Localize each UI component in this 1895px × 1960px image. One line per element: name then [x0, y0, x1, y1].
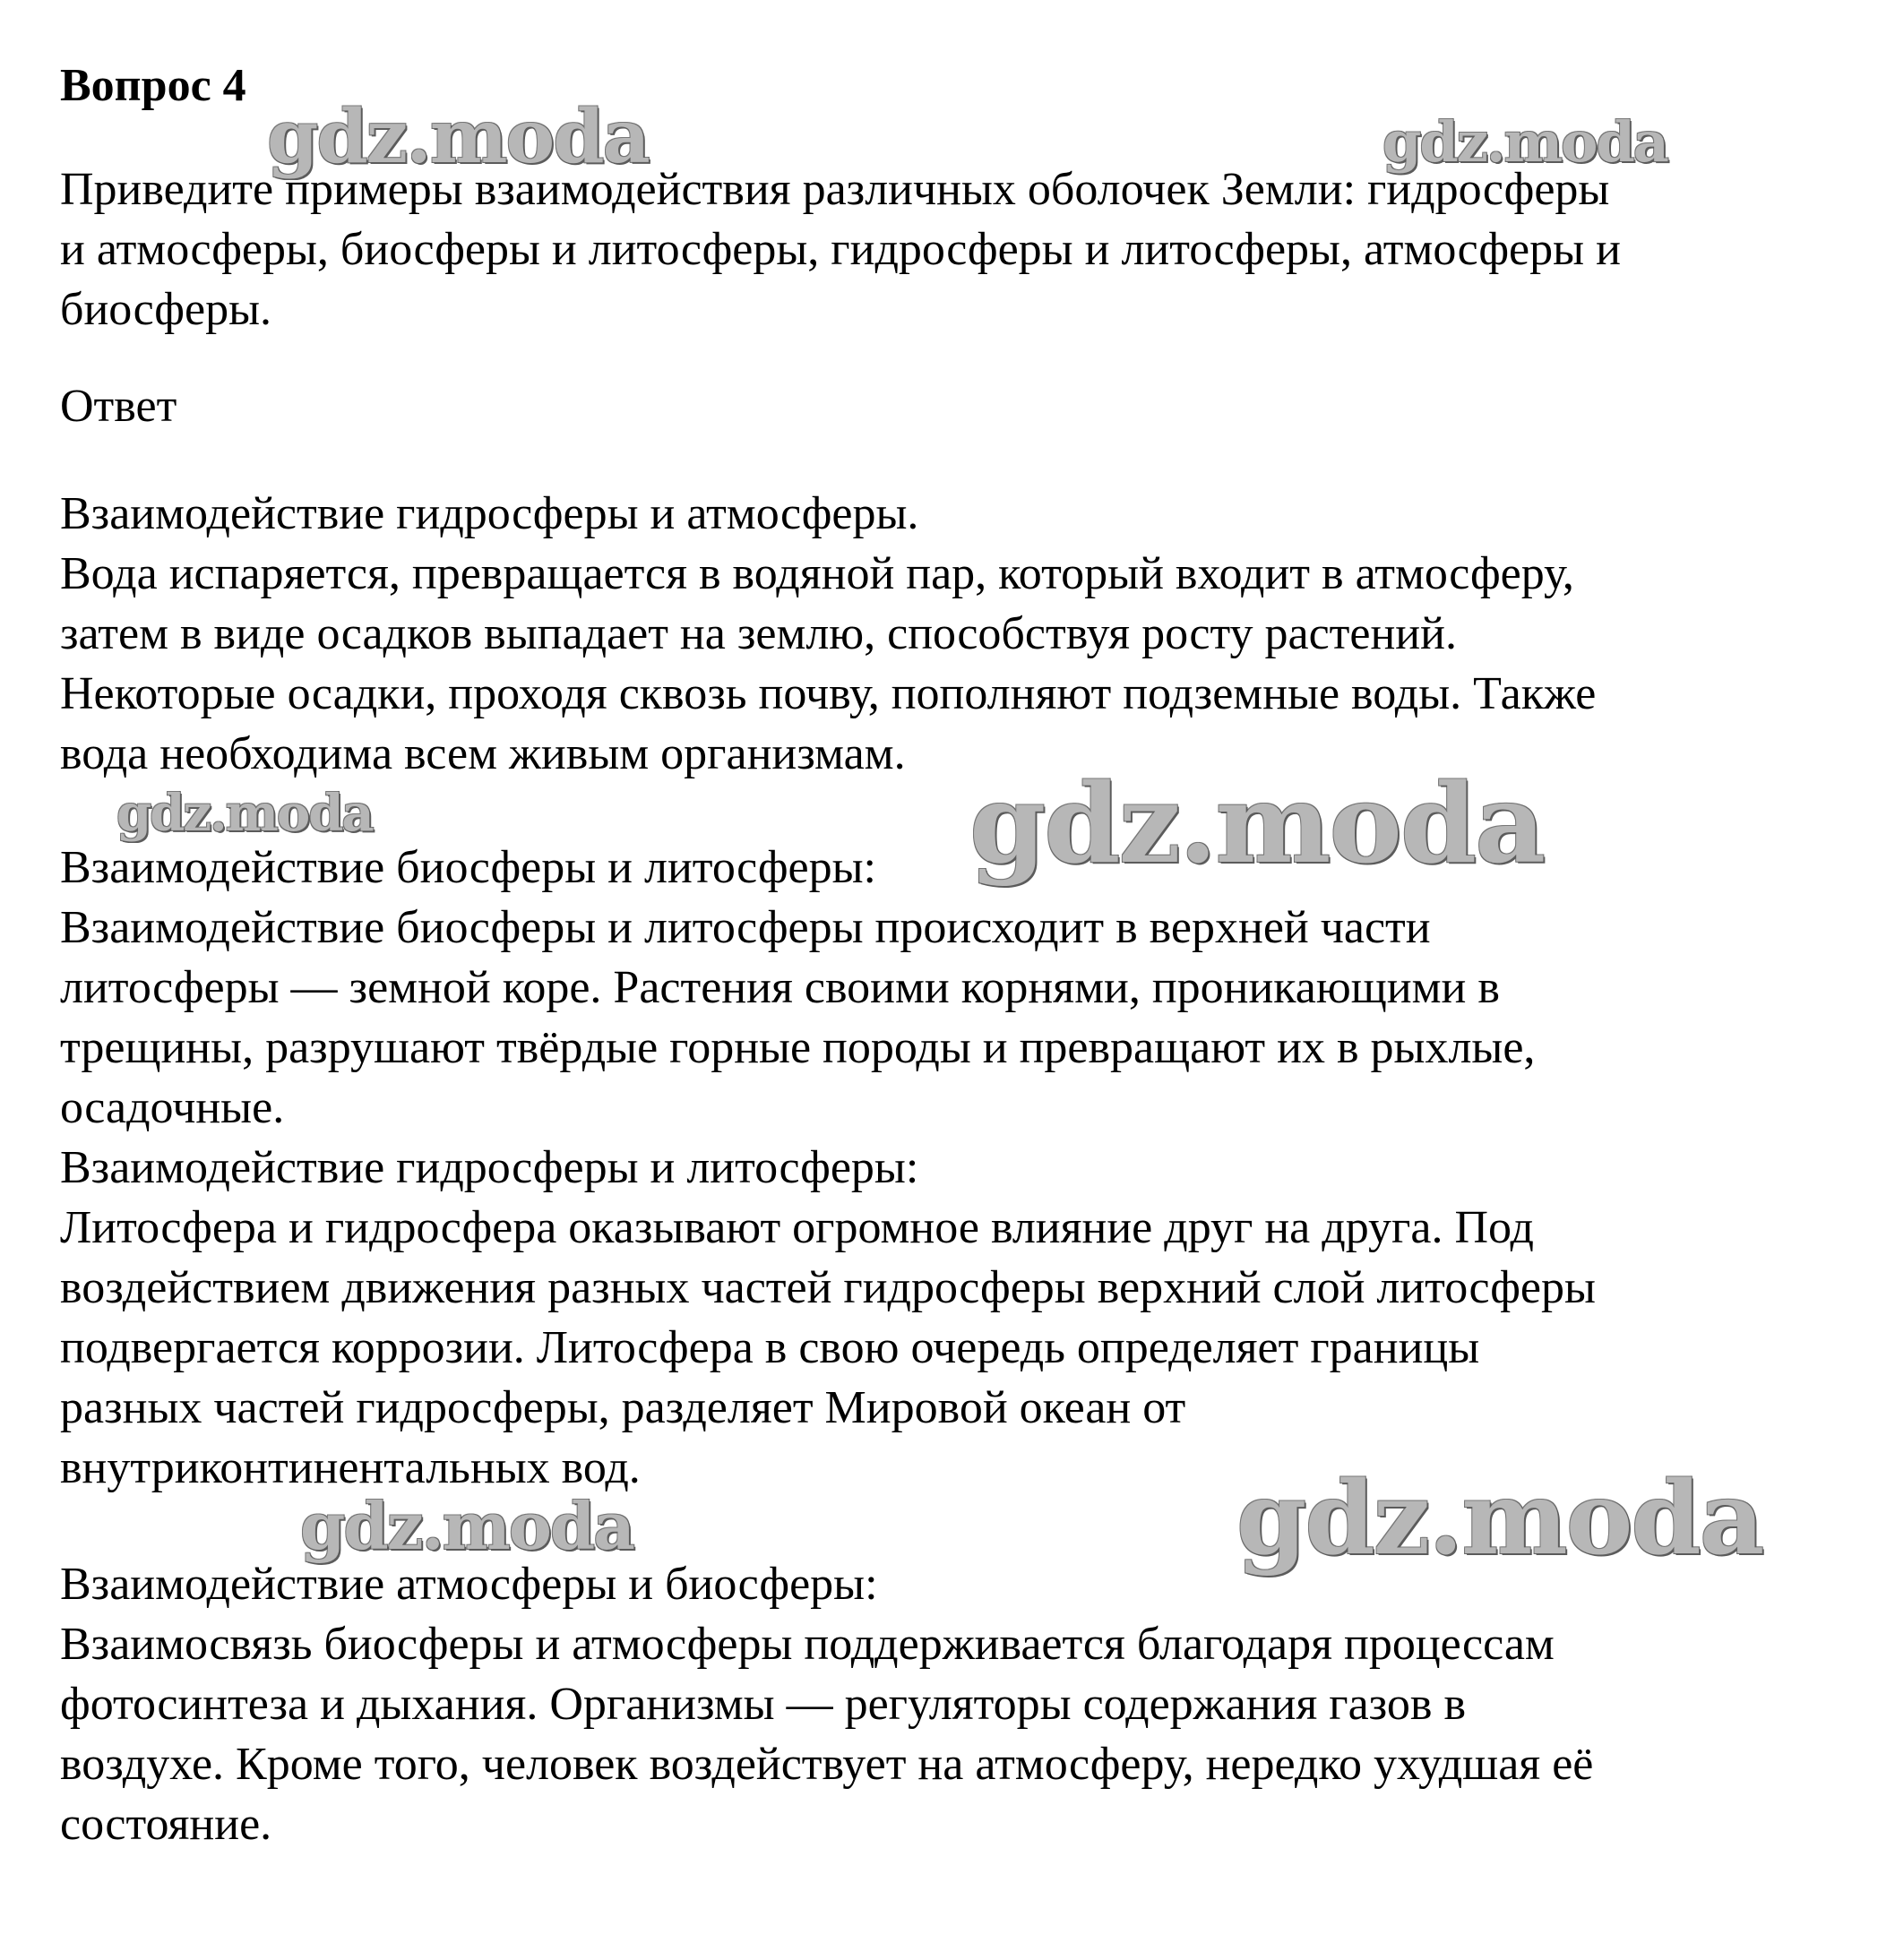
text-line: разных частей гидросферы, разделяет Мировой океан от — [60, 1382, 1186, 1433]
watermark: gdz.moda — [267, 94, 649, 180]
section-heading: Взаимодействие атмосферы и биосферы: — [60, 1559, 878, 1610]
text-line: подвергается коррозии. Литосфера в свою очередь определяет границы — [60, 1322, 1480, 1373]
watermark: gdz.moda — [1382, 109, 1667, 175]
answer-section-hydro-atmo — [60, 484, 1852, 784]
text-line: Взаимодействие биосферы и литосферы происходит в верхней части — [60, 902, 1431, 953]
watermark: gdz.moda — [116, 784, 373, 843]
section-heading: Взаимодействие гидросферы и атмосферы. — [60, 488, 919, 539]
text-line: трещины, разрушают твёрдые горные породы и превращают их в рыхлые, — [60, 1022, 1536, 1073]
text-line: фотосинтеза и дыхания. Организмы — регуляторы содержания газов в — [60, 1679, 1467, 1730]
text-line: литосферы — земной коре. Растения своими корнями, проникающими в — [60, 962, 1500, 1013]
text-line: и атмосферы, биосферы и литосферы, гидросферы и литосферы, атмосферы и — [60, 224, 1621, 275]
text-line: вода необходима всем живым организмам. — [60, 728, 906, 779]
watermark: gdz.moda — [1236, 1460, 1763, 1577]
watermark: gdz.moda — [300, 1488, 633, 1564]
answer-label: Ответ — [60, 381, 177, 432]
text-line: Взаимосвязь биосферы и атмосферы поддерживается благодаря процессам — [60, 1619, 1555, 1670]
question-title: Вопрос 4 — [60, 60, 246, 111]
watermark: gdz.moda — [969, 759, 1545, 888]
text-line: внутриконтинентальных вод. — [60, 1442, 641, 1493]
text-line: Вода испаряется, превращается в водяной пар, который входит в атмосферу, — [60, 548, 1574, 599]
section-heading: Взаимодействие биосферы и литосферы: — [60, 842, 876, 893]
text-line: биосферы. — [60, 284, 272, 335]
question-text — [60, 159, 1852, 340]
answer-section-bio-litho-hydro — [60, 838, 1852, 1498]
text-line: осадочные. — [60, 1082, 285, 1133]
text-line: Литосфера и гидросфера оказывают огромное влияние друг на друга. Под — [60, 1202, 1534, 1253]
text-line: состояние. — [60, 1799, 272, 1850]
answer-section-atmo-bio — [60, 1554, 1852, 1854]
text-line: Некоторые осадки, проходя сквозь почву, пополняют подземные воды. Также — [60, 668, 1597, 719]
section-heading: Взаимодействие гидросферы и литосферы: — [60, 1142, 919, 1193]
text-line: Приведите примеры взаимодействия различных оболочек Земли: гидросферы — [60, 164, 1610, 215]
text-line: затем в виде осадков выпадает на землю, способствуя росту растений. — [60, 608, 1457, 659]
text-line: воздействием движения разных частей гидросферы верхний слой литосферы — [60, 1262, 1596, 1313]
text-line: воздухе. Кроме того, человек воздействует на атмосферу, нередко ухудшая её — [60, 1739, 1594, 1790]
